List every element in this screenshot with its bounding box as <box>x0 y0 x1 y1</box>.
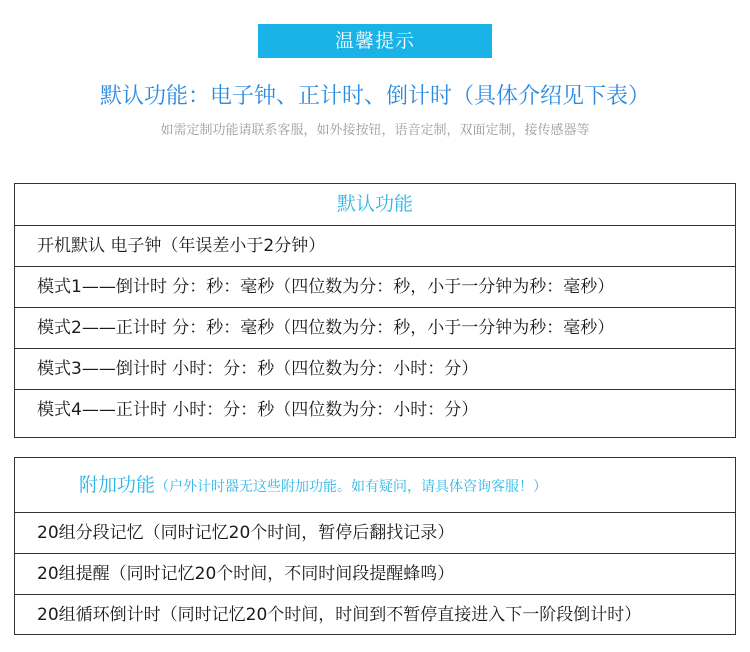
customization-note: 如需定制功能请联系客服，如外接按钮，语音定制，双面定制，接传感器等 <box>160 123 590 138</box>
table-row: 模式1——倒计时 分：秒：毫秒（四位数为分：秒，小于一分钟为秒：毫秒） <box>15 267 735 308</box>
table-row: 开机默认 电子钟（年误差小于2分钟） <box>15 226 735 267</box>
extra-functions-header <box>15 458 735 513</box>
table-row: 模式3——倒计时 小时：分：秒（四位数为分：小时：分） <box>15 349 735 390</box>
table-row: 20组循环倒计时（同时记忆20个时间，时间到不暂停直接进入下一阶段倒计时） <box>37 605 642 625</box>
default-functions-title: 默认功能 <box>15 184 735 226</box>
extra-functions-note: （户外计时器无这些附加功能。如有疑问，请具体咨询客服！） <box>155 479 548 495</box>
default-functions-table <box>14 183 736 438</box>
extra-functions-title: 附加功能 <box>79 474 156 496</box>
table-row: 模式2——正计时 分：秒：毫秒（四位数为分：秒，小于一分钟为秒：毫秒） <box>15 308 735 349</box>
table-row: 20组分段记忆（同时记忆20个时间，暂停后翻找记录） <box>15 513 735 554</box>
headline: 默认功能：电子钟、正计时、倒计时（具体介绍见下表） <box>99 84 650 109</box>
table-row: 20组提醒（同时记忆20个时间，不同时间段提醒蜂鸣） <box>15 554 735 595</box>
table-row: 模式4——正计时 小时：分：秒（四位数为分：小时：分） <box>37 400 479 420</box>
extra-functions-table <box>14 457 736 635</box>
banner-title: 温馨提示 <box>258 24 492 58</box>
